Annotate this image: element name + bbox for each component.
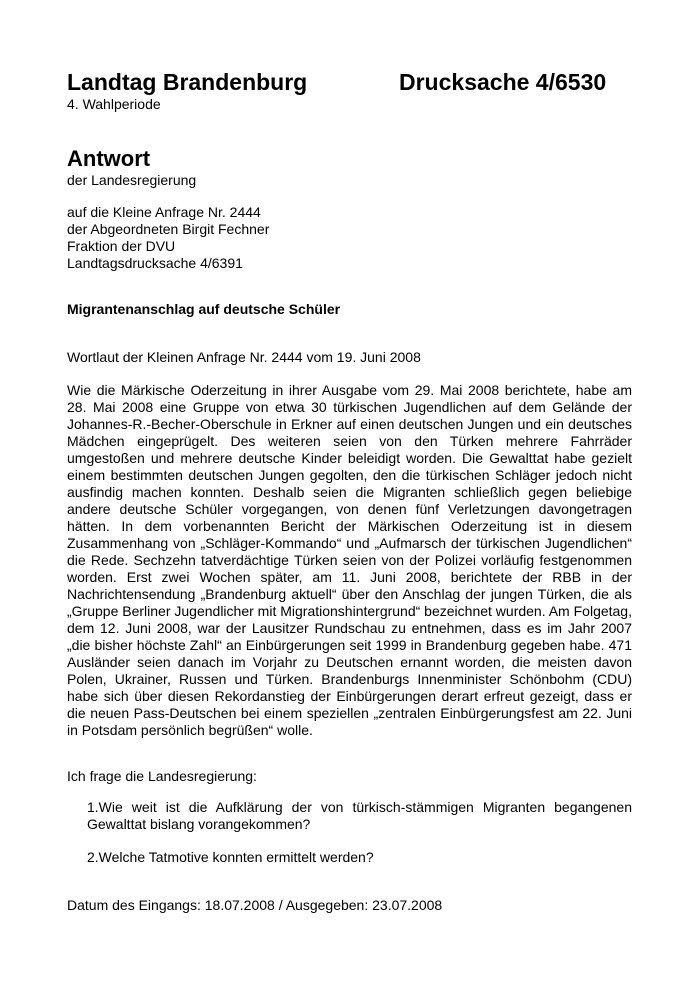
document-number: Drucksache 4/6530 (399, 69, 607, 95)
dates-line: Datum des Eingangs: 18.07.2008 / Ausgegeben: 23.07.2008 (67, 897, 443, 913)
parliament-name: Landtag Brandenburg (67, 69, 308, 95)
question-item: 2.Welche Tatmotive konnten ermittelt werden? (87, 849, 374, 865)
inquiry-body-text: Wie die Märkische Oderzeitung in ihrer Ausgabe vom 29. Mai 2008 berichtete, habe am 28. Mai 2008 eine Gruppe von etwa 30 türkischen Jugendlichen auf dem Gelände der Johannes-R.-Becher-Oberschule in Erkner auf einen deutschen Jungen und ein deutsches Mädchen eingeprügelt. Des weiteren seien von den Türken mehrere Fahrräder umgestoßen und mehrere deutsche Kinder beleidigt worden. Die Gewalttat habe gezielt einem bestimmten deutschen Jungen gegolten, den die türkischen Schläger jedoch nicht ausfindig machen konnten. Deshalb seien die Migranten schließlich gegen beliebige andere deutsche Schüler vorgegangen, von denen fünf Verletzungen davongetragen hätten. In dem vorbenannten Bericht der Märkischen Oderzeitung ist in diesem Zusammenhang von „Schläger-Kommando“ und „Aufmarsch der türkischen Jugendlichen“ die Rede. Sechzehn tatverdächtige Türken seien von der Polizei vorläufig festgenommen worden. Erst zwei Wochen später, am 11. Juni 2008, berichtete der RBB in der Nachrichtensendung „Brandenburg aktuell“ über den Anschlag der jungen Türken, die als „Gruppe Berliner Jugendlicher mit Migrationshintergrund“ bezeichnet wurden. Am Folgetag, dem 12. Juni 2008, war der Lausitzer Rundschau zu entnehmen, dass es im Jahr 2007 „die bisher höchste Zahl“ an Einbürgerungen seit 1999 in Brandenburg gegeben habe. 471 Ausländer seien danach im Vorjahr zu Deutschen ernannt worden, die meisten davon Polen, Ukrainer, Russen und Türken. Brandenburgs Innenminister Schönbohm (CDU) habe sich über diesen Rekordanstieg der Einbürgerungen derart erfreut gezeigt, dass er die neuen Pass-Deutschen bei einem speziellen „zentralen Einbürgerungsfest am 22. Juni in Potsdam persönlich begrüßen“ wolle. (67, 382, 632, 738)
header-right (399, 68, 606, 96)
answer-by: der Landesregierung (67, 172, 197, 188)
question-item: 1.Wie weit ist die Aufklärung der von türkisch-stämmigen Migranten begangenen Gewalttat bislang vorangekommen? (87, 799, 632, 832)
inquiry-reference (67, 204, 632, 272)
inquiry-line: Landtagsdrucksache 4/6391 (67, 255, 243, 271)
header-left (67, 68, 307, 113)
legislative-period: 4. Wahlperiode (67, 96, 161, 112)
inquiry-line: Fraktion der DVU (67, 238, 176, 254)
inquiry-line: auf die Kleine Anfrage Nr. 2444 (67, 204, 261, 220)
inquiry-line: der Abgeordneten Birgit Fechner (67, 221, 270, 237)
wording-intro: Wortlaut der Kleinen Anfrage Nr. 2444 vom 19. Juni 2008 (67, 349, 421, 365)
subject-heading: Migrantenanschlag auf deutsche Schüler (67, 301, 341, 317)
questions-list (87, 799, 632, 866)
answer-title: Antwort (67, 146, 151, 171)
question-intro: Ich frage die Landesregierung: (67, 768, 257, 784)
